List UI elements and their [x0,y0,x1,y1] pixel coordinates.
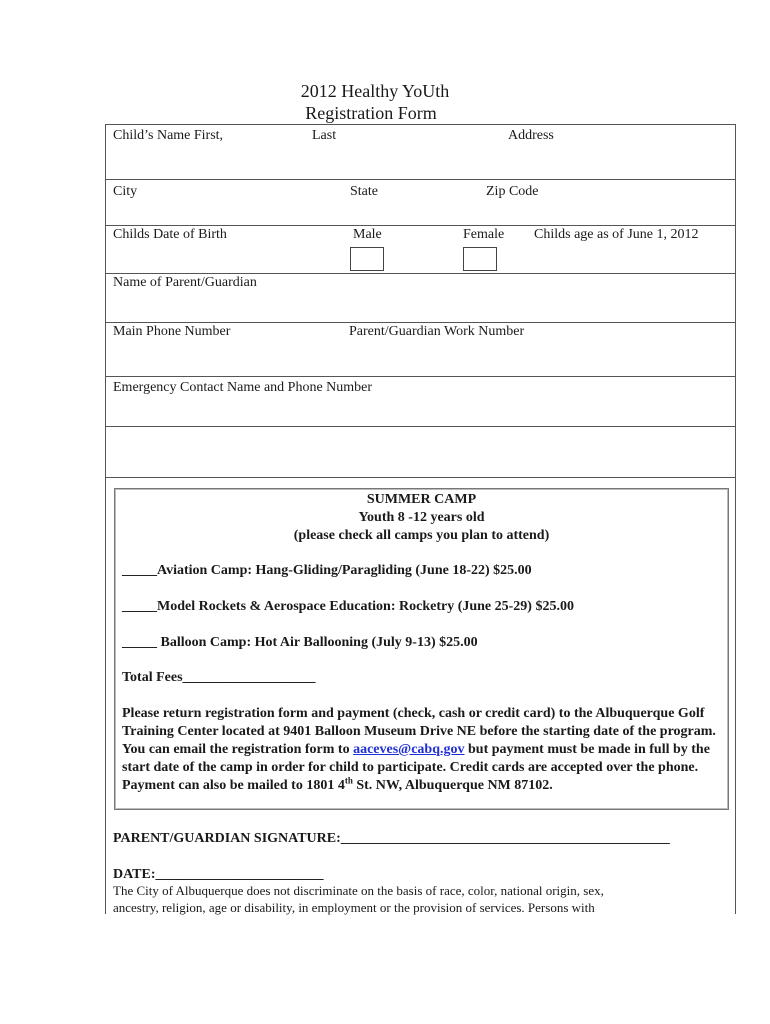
female-checkbox[interactable] [463,247,497,271]
emergency-label: Emergency Contact Name and Phone Number [113,380,373,395]
child-last-label: Last [312,128,337,143]
male-label: Male [353,227,382,242]
email-link[interactable]: aaceves@cabq.gov [353,742,465,757]
work-phone-label: Parent/Guardian Work Number [349,324,525,339]
camp-instruction: (please check all camps you plan to attend) [293,528,550,543]
state-label: State [350,184,378,199]
child-name-row[interactable] [106,125,735,180]
form-subtitle: Registration Form [305,103,437,123]
footer-line1: The City of Albuquerque does not discriminate on the basis of race, color, national origin, sex, [113,883,604,898]
camp-option-aviation[interactable]: _____Aviation Camp: Hang-Gliding/Paragliding (June 18-22) $25.00 [122,563,532,578]
main-phone-label: Main Phone Number [113,324,231,339]
city-label: City [113,184,138,199]
parent-name-label: Name of Parent/Guardian [113,275,257,290]
para-part3: St. NW, Albuquerque NM 87102. [352,778,553,793]
phone-row[interactable] [106,323,735,377]
address-label: Address [508,128,554,143]
male-checkbox[interactable] [350,247,384,271]
zip-label: Zip Code [486,184,539,199]
registration-form [105,124,736,914]
total-fees[interactable]: Total Fees___________________ [122,670,316,685]
camp-option-rockets[interactable]: _____Model Rockets & Aerospace Education: Rocketry (June 25-29) $25.00 [122,599,574,614]
child-first-label: Child’s Name First, [113,128,224,143]
age-label: Childs age as of June 1, 2012 [534,227,699,242]
dob-label: Childs Date of Birth [113,227,227,242]
para-part2: but payment must be made in full by the start date of the camp in order for child to participate. Credit cards are accepted over the phone. Payment can also be mailed to 1801 4 [122,742,710,793]
camp-heading: SUMMER CAMP [366,492,477,507]
form-title: 2012 Healthy YoUth [300,81,450,101]
summer-camp-box [114,488,729,810]
blank-row[interactable] [106,427,735,478]
female-label: Female [463,227,505,242]
footer-line2: ancestry, religion, age or disability, in employment or the provision of services. Persons with [113,900,595,915]
camp-option-balloon[interactable]: _____ Balloon Camp: Hot Air Ballooning (July 9-13) $25.00 [122,635,478,650]
para-part1: Please return registration form and payment (check, cash or credit card) to the Albuquerque Golf Training Center located at 9401 Balloon Museum Drive NE before the starting date of the program. You can email the registration form to [122,706,716,757]
date-line[interactable]: DATE:________________________ [113,867,324,882]
emergency-row[interactable] [106,377,735,427]
signature-line[interactable]: PARENT/GUARDIAN SIGNATURE:_______________________________________________ [113,831,670,846]
dob-row[interactable] [106,226,735,274]
parent-name-row[interactable] [106,274,735,323]
instructions-paragraph [122,705,722,795]
para-sup: th [344,775,353,786]
city-row[interactable] [106,180,735,226]
camp-ages: Youth 8 -12 years old [358,510,485,525]
